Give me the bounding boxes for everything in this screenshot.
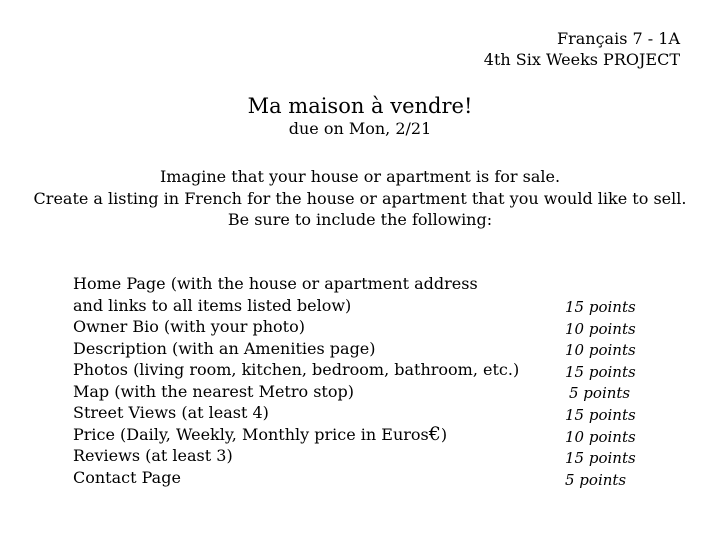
points-home-page: 15 points bbox=[565, 298, 636, 316]
item-home-page-line-1: Home Page (with the house or apartment address bbox=[73, 274, 478, 293]
instruction-line-3: Be sure to include the following: bbox=[227, 210, 493, 229]
euro-symbol: € bbox=[428, 422, 441, 445]
item-description: Description (with an Amenities page) bbox=[73, 338, 376, 358]
points-reviews: 15 points bbox=[565, 449, 636, 468]
points-price: 10 points bbox=[565, 427, 636, 446]
item-price bbox=[73, 424, 543, 446]
instruction-line-2: Create a listing in French for the house or apartment that you would like to sell. bbox=[33, 188, 687, 208]
points-description: 10 points bbox=[565, 341, 636, 360]
item-home-page-line-2: and links to all items listed below) bbox=[73, 295, 352, 315]
due-date: due on Mon, 2/21 bbox=[288, 119, 432, 138]
requirements-list bbox=[73, 273, 543, 488]
points-street-views: 15 points bbox=[565, 405, 636, 424]
points-map: 5 points bbox=[569, 384, 631, 403]
item-price-close: ) bbox=[440, 424, 448, 444]
item-street-views: Street Views (at least 4) bbox=[73, 403, 269, 422]
item-map: Map (with the nearest Metro stop) bbox=[73, 381, 354, 401]
instructions bbox=[0, 166, 720, 231]
points-contact-page: 5 points bbox=[565, 470, 627, 489]
course-header bbox=[484, 28, 680, 70]
points-list bbox=[565, 297, 675, 491]
item-price-text: Price (Daily, Weekly, Monthly price in Euros bbox=[73, 424, 429, 444]
page-title: Ma maison à vendre! bbox=[247, 94, 473, 118]
course-name: Français 7 - 1A bbox=[557, 29, 680, 48]
item-owner-bio: Owner Bio (with your photo) bbox=[73, 317, 305, 336]
points-owner-bio: 10 points bbox=[565, 319, 636, 338]
points-photos: 15 points bbox=[565, 362, 636, 381]
item-reviews: Reviews (at least 3) bbox=[73, 446, 233, 465]
title-block bbox=[0, 93, 720, 139]
item-contact-page: Contact Page bbox=[73, 467, 181, 487]
project-label: 4th Six Weeks PROJECT bbox=[483, 50, 680, 69]
item-photos: Photos (living room, kitchen, bedroom, bathroom, etc.) bbox=[73, 360, 520, 379]
instruction-line-1: Imagine that your house or apartment is for sale. bbox=[159, 167, 561, 186]
